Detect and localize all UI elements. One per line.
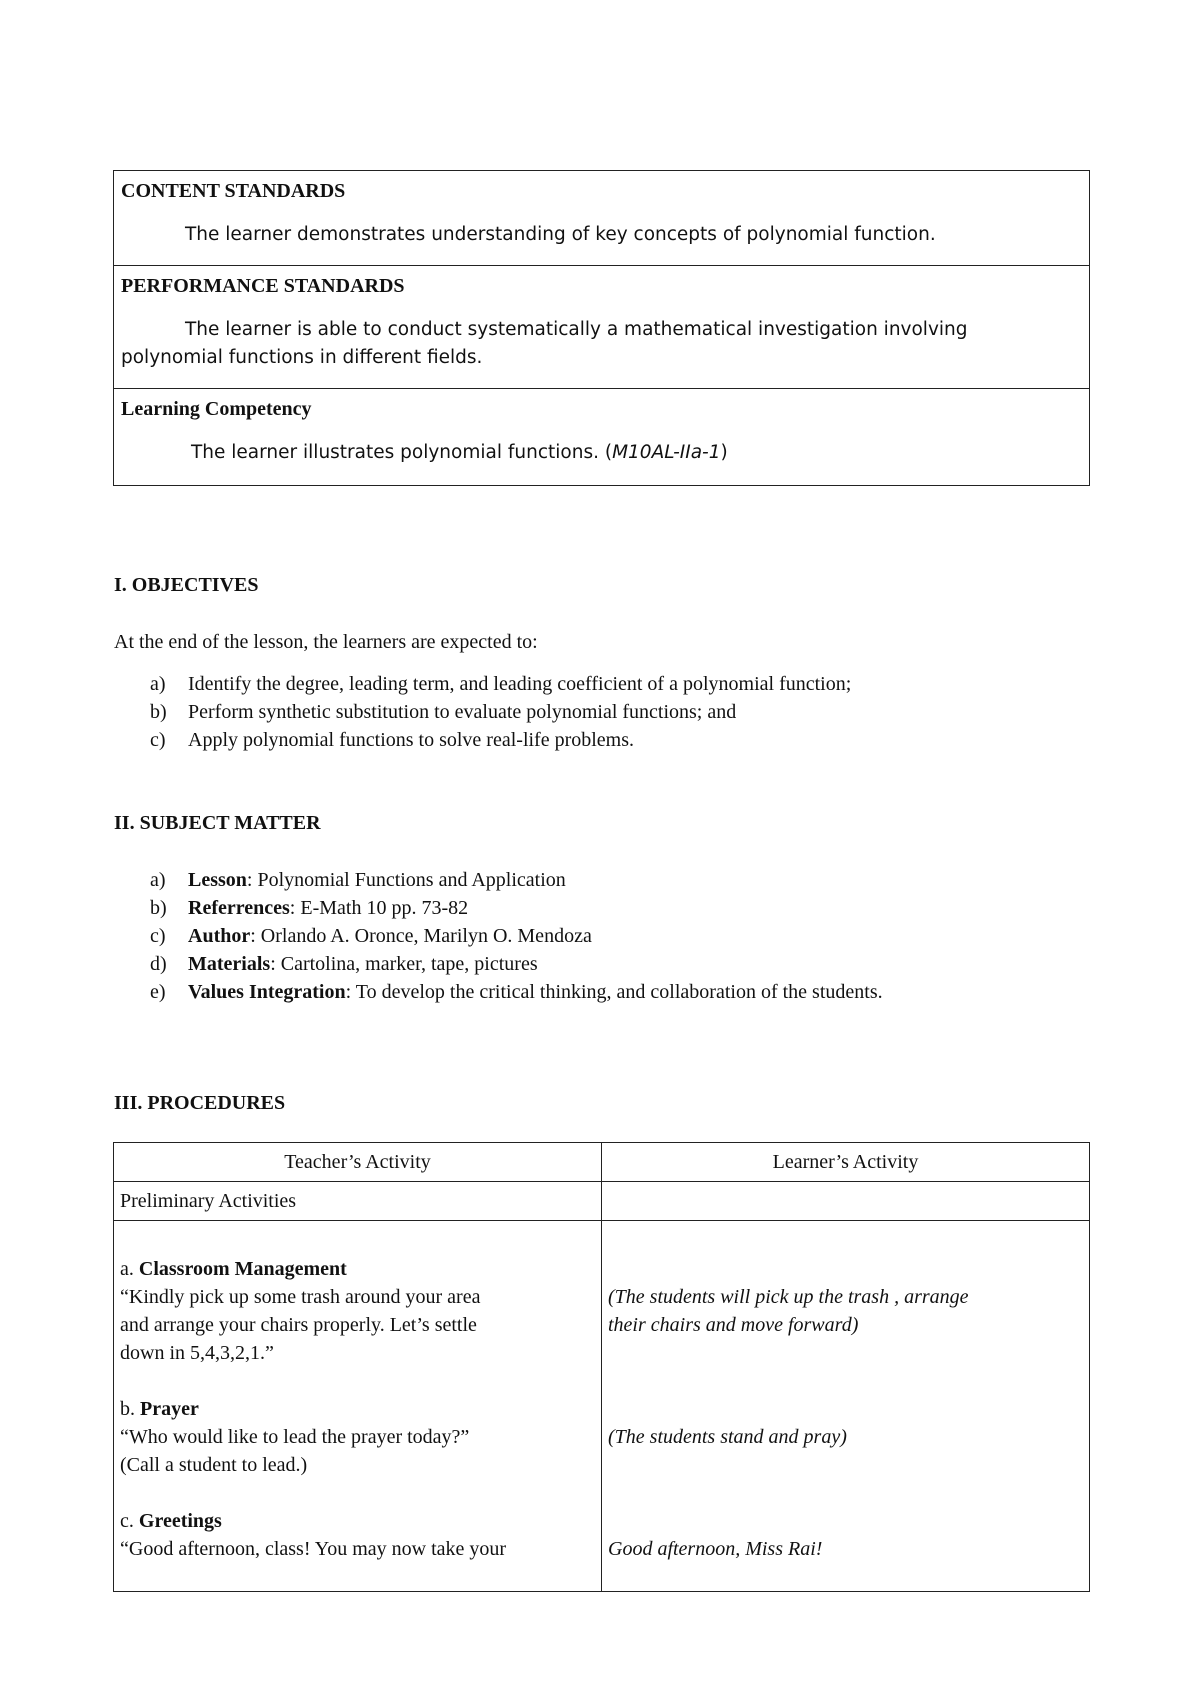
list-item: c) Apply polynomial functions to solve real-life problems.: [150, 729, 635, 751]
content-standards-heading: CONTENT STANDARDS: [121, 180, 346, 202]
list-item: b) Referrences: E-Math 10 pp. 73-82: [150, 897, 469, 919]
list-item: b) Perform synthetic substitution to evaluate polynomial functions; and: [150, 701, 737, 723]
procedures-table: [113, 1142, 1090, 1592]
subject-matter-title: II. SUBJECT MATTER: [114, 812, 321, 834]
greetings-response: Good afternoon, Miss Rai!: [608, 1538, 823, 1560]
performance-standards-text: The learner is able to conduct systematically a mathematical investigation involving polynomial functions in different fields.: [121, 319, 968, 368]
teacher-activity-header: Teacher’s Activity: [114, 1143, 602, 1182]
performance-standards-heading: PERFORMANCE STANDARDS: [121, 275, 405, 297]
procedures-title: III. PROCEDURES: [114, 1092, 286, 1114]
learner-activities-cell: [602, 1221, 1090, 1592]
learning-competency-text: The learner illustrates polynomial functions. (M10AL-IIa-1): [191, 442, 728, 463]
table-row: [114, 1182, 1090, 1221]
preliminary-activities-label: Preliminary Activities: [114, 1182, 602, 1221]
classroom-management-item: a. Classroom Management “Kindly pick up some trash around your area and arrange your chairs properly. Let’s settle down in 5,4,3,2,1.”: [120, 1258, 481, 1364]
prayer-item: b. Prayer “Who would like to lead the prayer today?” (Call a student to lead.): [120, 1398, 470, 1476]
objectives-title: I. OBJECTIVES: [114, 574, 259, 596]
competency-code: M10AL-IIa-1: [612, 442, 721, 463]
content-standards-text: The learner demonstrates understanding of key concepts of polynomial function.: [185, 224, 936, 245]
objectives-intro: At the end of the lesson, the learners are expected to:: [114, 631, 538, 653]
standards-table: [113, 170, 1090, 486]
table-row: [114, 1221, 1090, 1592]
table-header-row: [114, 1143, 1090, 1182]
subject-matter-list: [150, 866, 883, 1006]
list-item: c) Author: Orlando A. Oronce, Marilyn O. Mendoza: [150, 925, 592, 947]
list-item: d) Materials: Cartolina, marker, tape, pictures: [150, 953, 538, 975]
list-item: a) Lesson: Polynomial Functions and Application: [150, 869, 566, 891]
learner-activity-header: Learner’s Activity: [602, 1143, 1090, 1182]
teacher-activities-cell: [114, 1221, 602, 1592]
learning-competency-row: [114, 389, 1090, 486]
performance-standards-row: [114, 266, 1090, 389]
greetings-item: c. Greetings “Good afternoon, class! You may now take your: [120, 1510, 507, 1560]
learning-competency-heading: Learning Competency: [121, 398, 312, 420]
list-item: e) Values Integration: To develop the critical thinking, and collaboration of the students.: [150, 981, 883, 1003]
objectives-list: [150, 670, 851, 754]
list-item: a) Identify the degree, leading term, and leading coefficient of a polynomial function;: [150, 673, 852, 695]
prayer-response: (The students stand and pray): [608, 1426, 847, 1448]
classroom-management-response: (The students will pick up the trash , arrange their chairs and move forward): [608, 1286, 969, 1336]
content-standards-row: [114, 171, 1090, 266]
